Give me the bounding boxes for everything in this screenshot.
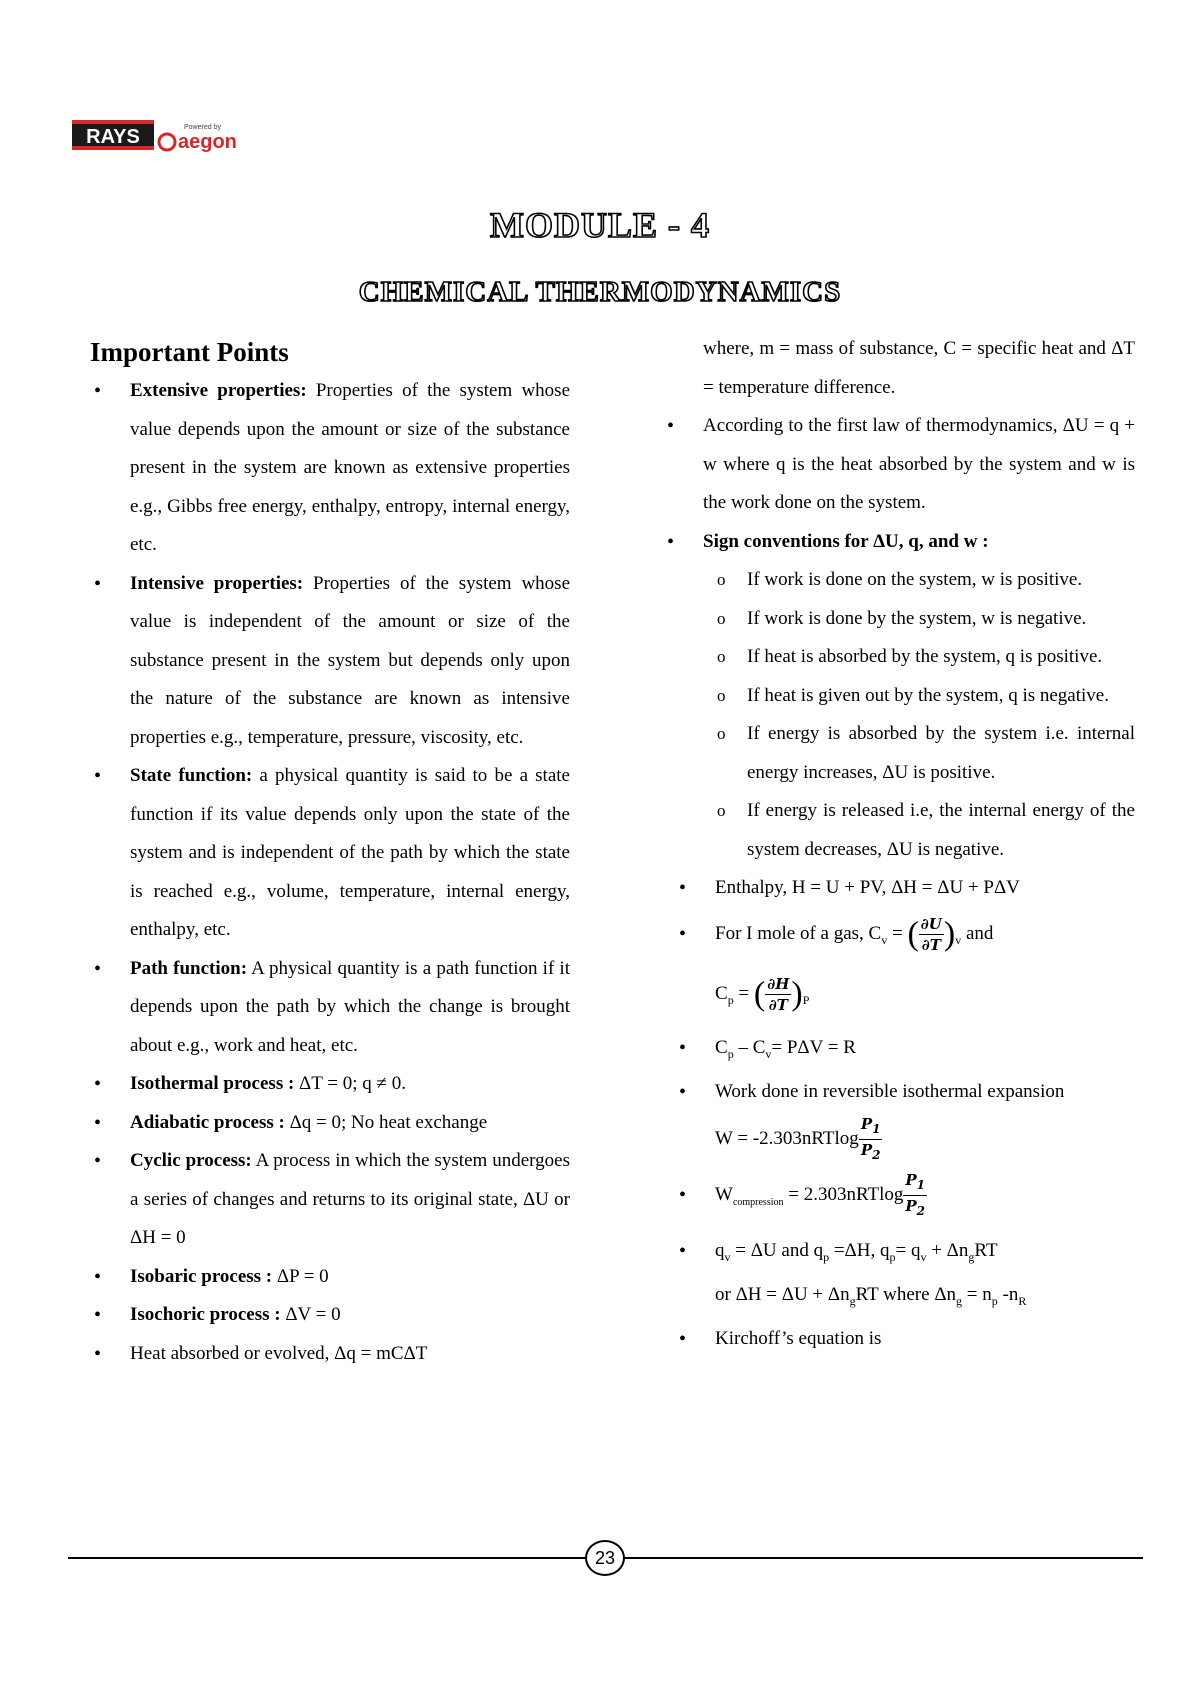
list-item: • Isochoric process : ΔV = 0: [90, 1296, 570, 1335]
enthalpy-item: • Enthalpy, H = U + PV, ΔH = ΔU + PΔV: [675, 869, 1135, 908]
dh-dt-fraction: $\frac{\partial H}{\partial T}$: [767, 975, 790, 1015]
list-item: • Path function: A physical quantity is a path function if it depends upon the path by which the change is brought about e.g., work and heat, etc.: [90, 950, 570, 1066]
list-item: o If work is done on the system, w is positive.: [703, 561, 1135, 600]
list-item: • Isobaric process : ΔP = 0: [90, 1258, 570, 1297]
right-column: [663, 330, 1135, 1359]
list-item: o If heat is given out by the system, q is negative.: [703, 677, 1135, 716]
page-number: 23: [585, 1540, 625, 1576]
heat-relations-item: • $q_v = \Delta U$ and $q_p =\Delta H$, $q_p= q_v + \Delta n_gRT$ or $\Delta H = \Delta U + \Delta n_gRT$ where $\Delta n_g = n_p$ $-n_R$: [675, 1232, 1135, 1321]
work-reversible-item: • Work done in reversible isothermal expansion W = -2.303nRTlog $\frac{P_1}{P_2}$: [675, 1073, 1135, 1166]
rays-aegon-logo: [72, 118, 262, 154]
list-item: o If work is done by the system, w is negative.: [703, 600, 1135, 639]
sign-conventions-list: [703, 561, 1135, 869]
logo-brand-text: RAYS: [86, 126, 140, 148]
cv-item: • For I mole of a gas, $C_v$ = ( $\frac{\partial U}{\partial T}$ )$_v$ and: [675, 908, 1135, 966]
sign-conventions-item: • Sign conventions for ΔU, q, and w : o If work is done on the system, w is positive. o If work is done by the system, w is negative. o If heat is absorbed by the system, q is positive. o If heat is given out by the system, q is negative. o If energy is absorbed by the system i.e. internal energy increases, ΔU is positive. o If energy is released i.e, the internal energy of the system decreases, ΔU is negative.: [663, 523, 1135, 870]
kirchoff-item: • Kirchoff’s equation is: [675, 1320, 1135, 1359]
cp-item: $C_p$ = ( $\frac{\partial H}{\partial T}$ )$_P$: [715, 975, 810, 1015]
important-points-heading: Important Points: [90, 337, 289, 367]
left-column: [90, 332, 570, 1373]
list-item: o If heat is absorbed by the system, q is positive.: [703, 638, 1135, 677]
list-item: • Adiabatic process : Δq = 0; No heat exchange: [90, 1104, 570, 1143]
list-item: • Heat absorbed or evolved, Δq = mCΔT: [90, 1335, 570, 1374]
list-item: • Cyclic process: A process in which the system undergoes a series of changes and returns to its original state, ΔU or ΔH = 0: [90, 1142, 570, 1258]
chapter-title: CHEMICAL THERMODYNAMICS: [358, 276, 842, 308]
module-title: MODULE - 4: [490, 205, 710, 245]
first-law-item: • According to the first law of thermodynamics, ΔU = q + w where q is the heat absorbed by the system and w is the work done on the system.: [663, 407, 1135, 523]
list-item: • Intensive properties: Properties of the system whose value is independent of the amount or size of the substance present in the system but depends only upon the nature of the substance are known as intensive properties e.g., temperature, pressure, viscosity, etc.: [90, 565, 570, 758]
footer-rule-left: [68, 1557, 586, 1559]
list-item: • Extensive properties: Properties of the system whose value depends upon the amount or size of the substance present in the system are known as extensive properties e.g., Gibbs free energy, enthalpy, entropy, internal energy, etc.: [90, 372, 570, 565]
list-item: • State function: a physical quantity is said to be a state function if its value depends only upon the state of the system and is independent of the path by which the state is reached e.g., volume, temperature, internal energy, enthalpy, etc.: [90, 757, 570, 950]
p1-p2-fraction: $\frac{P_1}{P_2}$: [860, 1115, 881, 1163]
heat-definition-continuation: where, m = mass of substance, C = specific heat and ΔT = temperature difference.: [703, 338, 1135, 398]
logo-powered-by: Powered by: [184, 124, 221, 131]
list-item: o If energy is released i.e, the internal energy of the system decreases, ΔU is negative.: [703, 792, 1135, 869]
work-compression-item: • $W_{compression} = 2.303nRTlog$ $\frac{P_1}{P_2}$: [675, 1166, 1135, 1232]
p1-p2-fraction: $\frac{P_1}{P_2}$: [905, 1171, 926, 1219]
cp-cv-item: • $C_p - C_v= P\Delta V = R$: [675, 1029, 1135, 1073]
important-points-list: [90, 372, 570, 1373]
list-item: • Isothermal process : ΔT = 0; q ≠ 0.: [90, 1065, 570, 1104]
du-dt-fraction: $\frac{\partial U}{\partial T}$: [920, 914, 942, 954]
logo-partner-text: aegon: [178, 131, 237, 153]
list-item: o If energy is absorbed by the system i.e. internal energy increases, ΔU is positive.: [703, 715, 1135, 792]
first-law-list: [663, 407, 1135, 869]
formula-list: [675, 869, 1135, 1359]
footer-rule-right: [621, 1557, 1143, 1559]
